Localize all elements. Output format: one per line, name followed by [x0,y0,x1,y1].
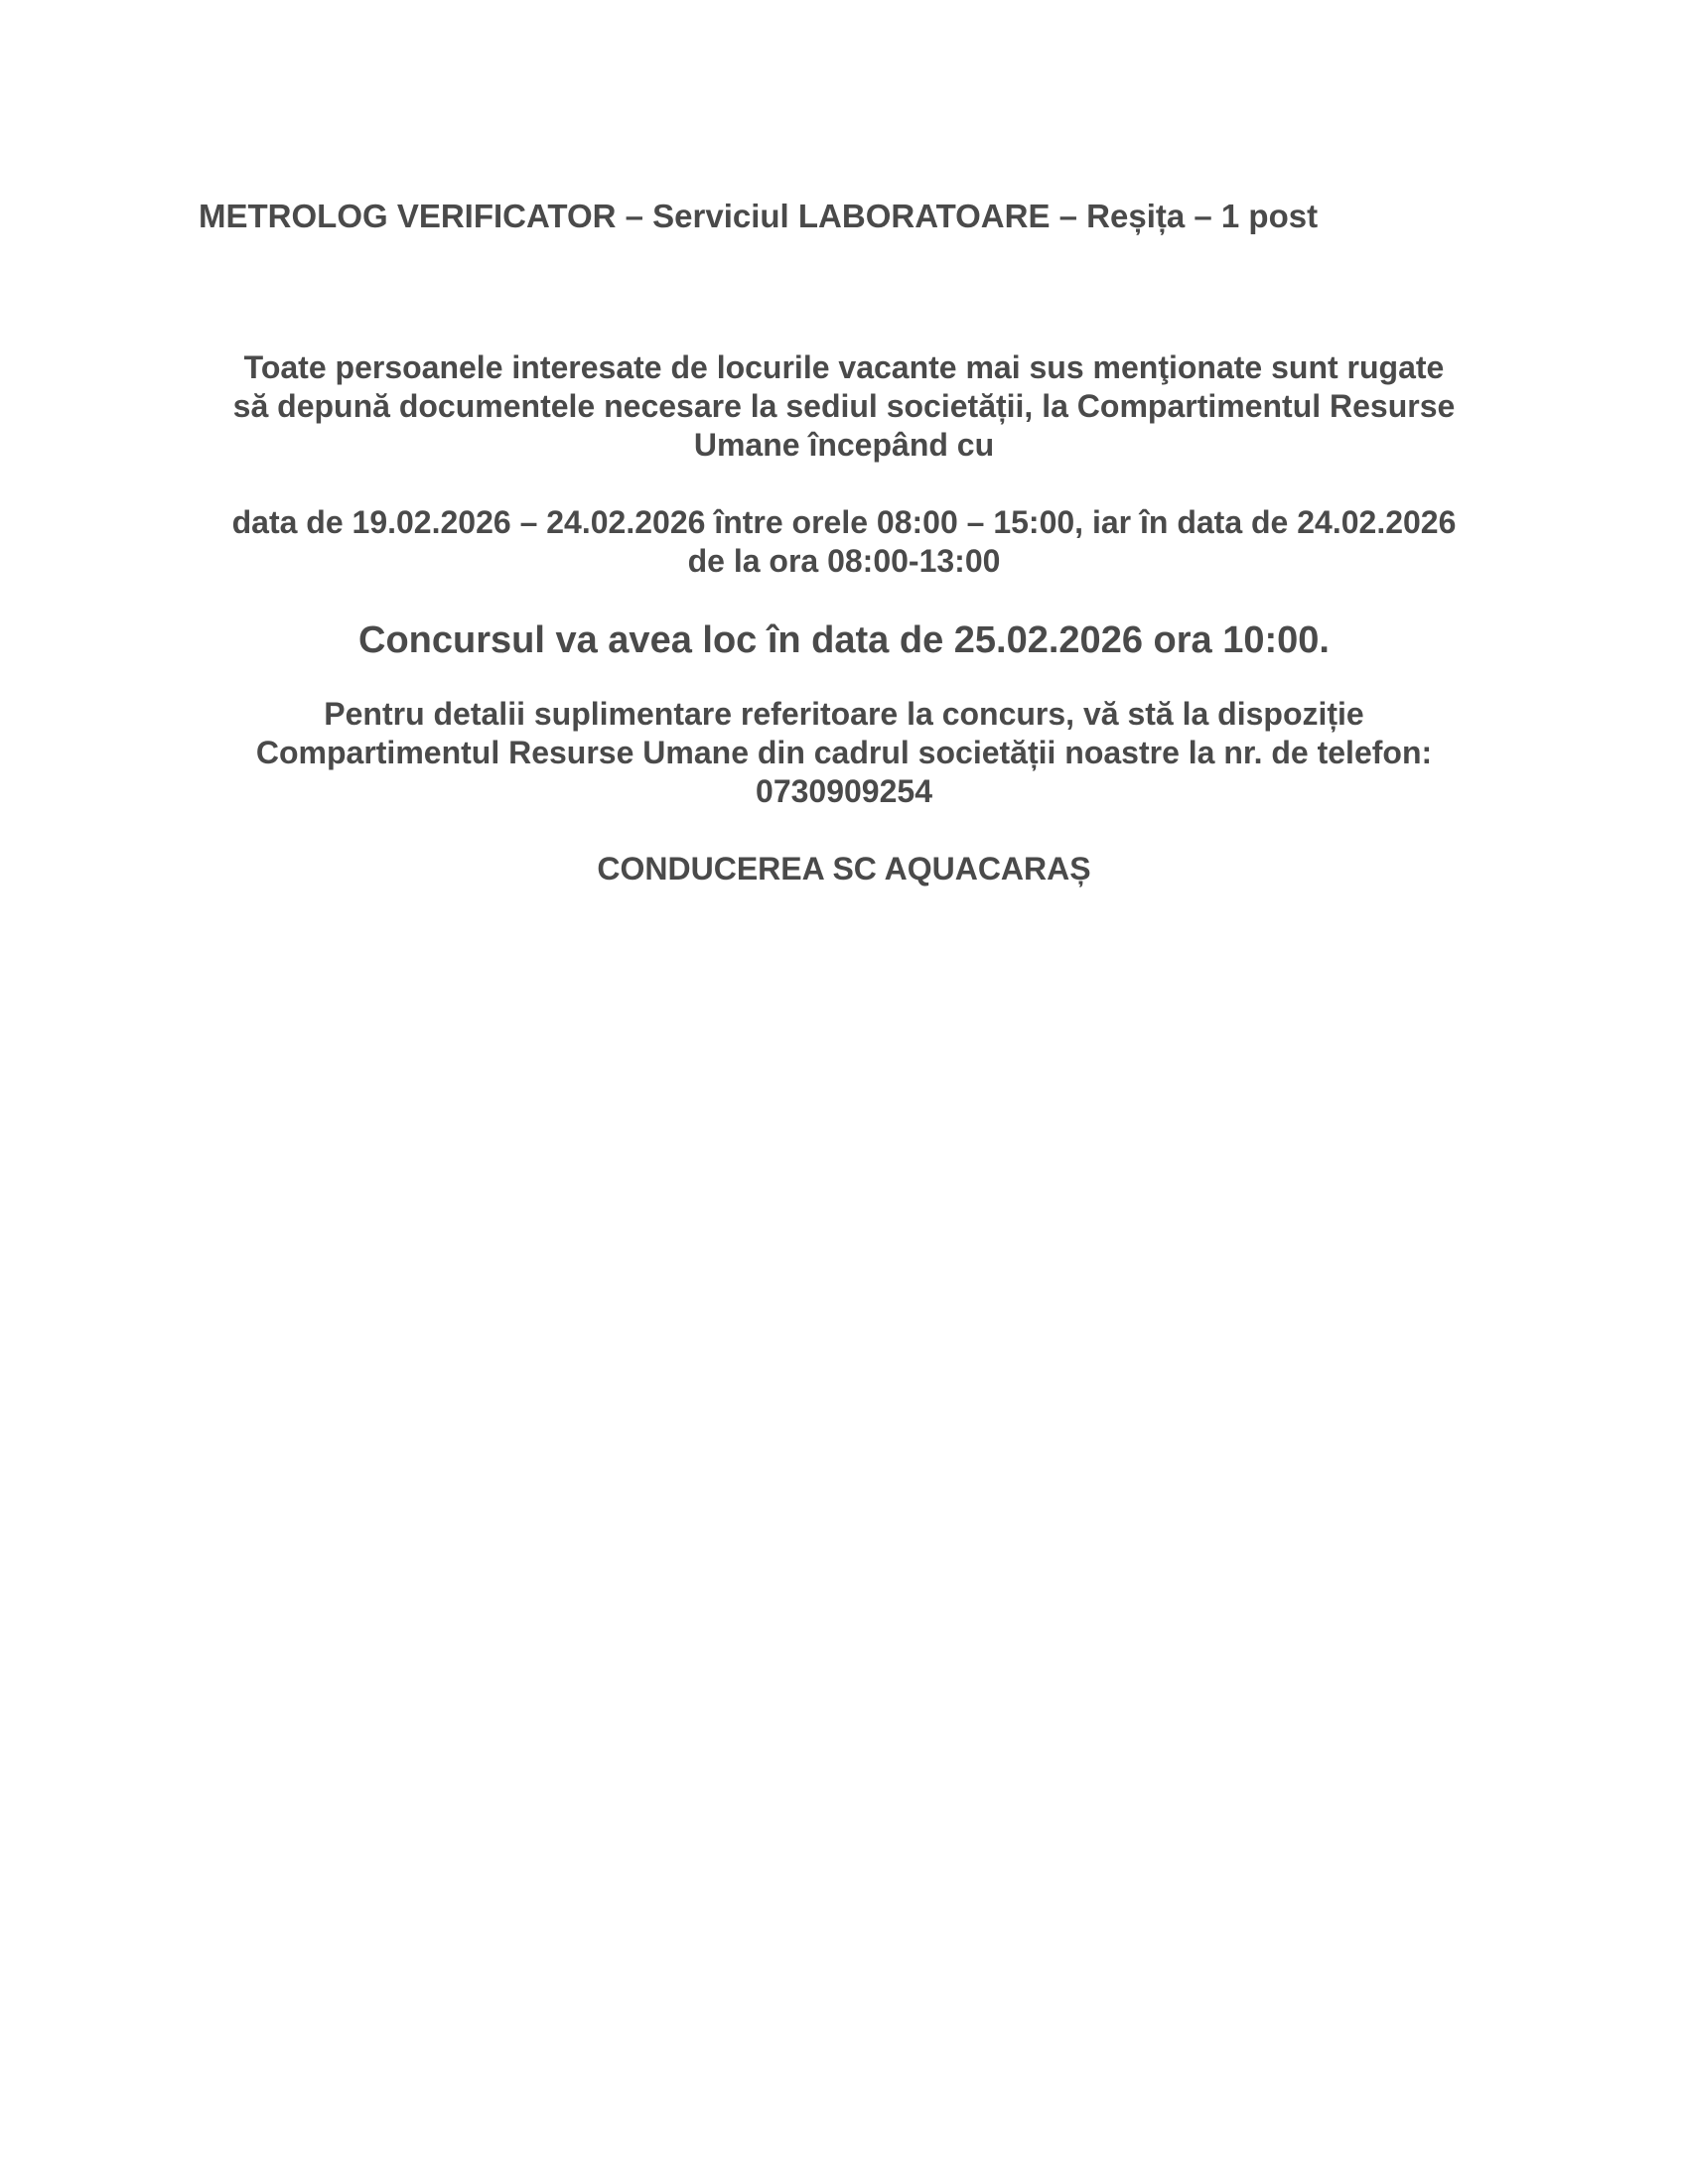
instruction-line: Umane începând cu [693,427,995,463]
instruction-line: să depună documentele necesare la sediul societății, la Compartimentul Resurse [232,388,1456,424]
details-line: Pentru detalii suplimentare referitoare la concurs, vă stă la dispoziție [324,696,1364,732]
application-instructions [149,348,1539,465]
instruction-line: Toate persoanele interesate de locurile vacante mai sus menţionate sunt rugate [243,349,1445,385]
submission-dates-line: data de 19.02.2026 – 24.02.2026 între orele 08:00 – 15:00, iar în data de 24.02.2026 [231,504,1457,540]
phone-number: 0730909254 [756,773,932,809]
job-title: METROLOG VERIFICATOR – Serviciul LABORATOARE – Reșița – 1 post [199,198,1319,234]
signature-line: CONDUCEREA SC AQUACARAȘ [597,851,1091,887]
contest-date-line: Concursul va avea loc în data de 25.02.2026 ora 10:00. [358,619,1330,661]
signature [149,850,1539,888]
contact-details [149,695,1539,811]
submission-period [149,503,1539,581]
submission-hours-line: de la ora 08:00-13:00 [687,543,1001,579]
contest-announcement [149,617,1539,663]
details-line: Compartimentul Resurse Umane din cadrul societății noastre la nr. de telefon: [255,735,1433,770]
